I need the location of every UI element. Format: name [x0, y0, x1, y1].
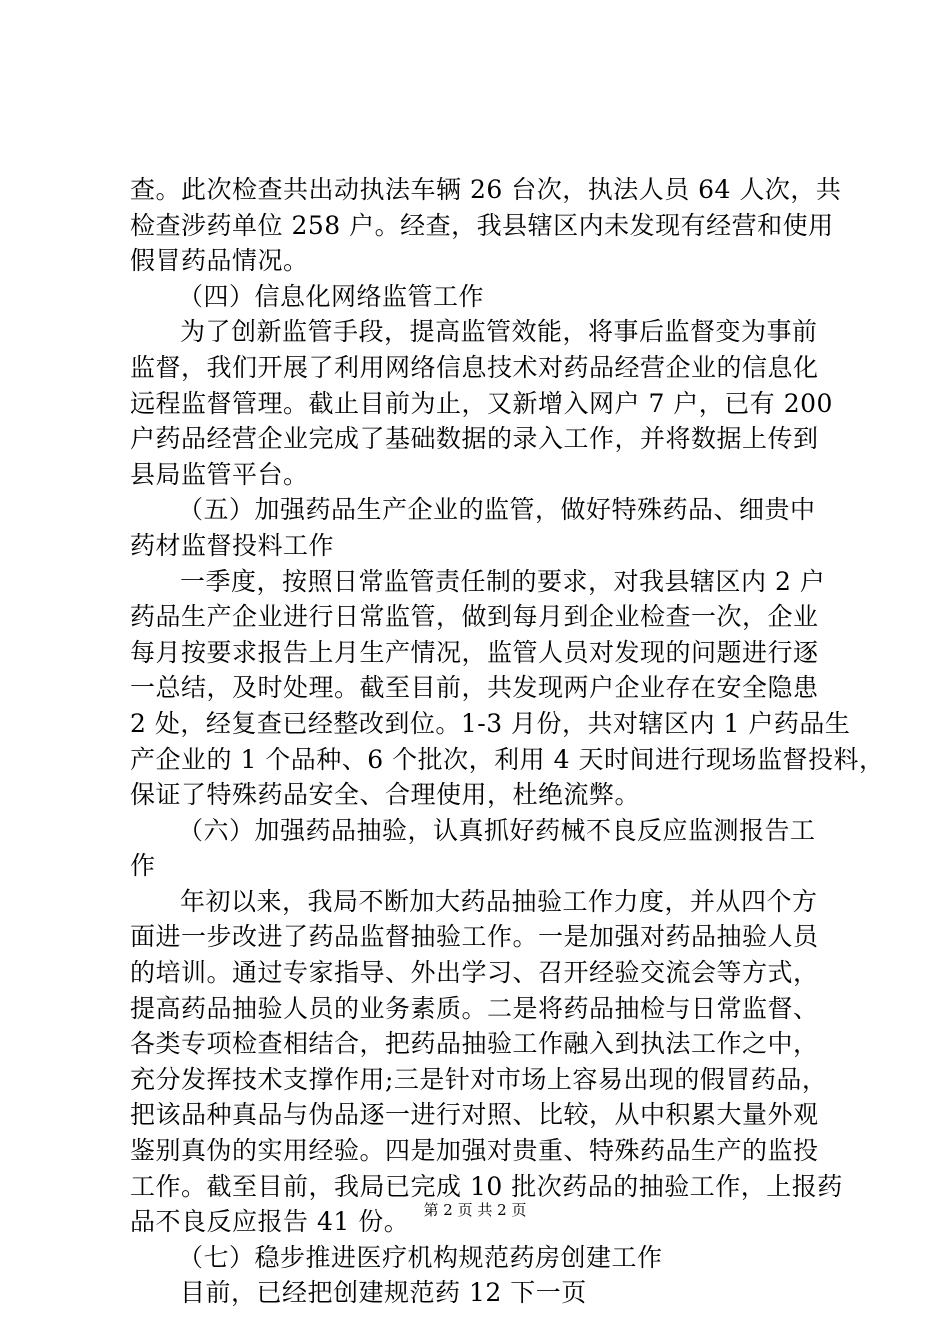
text-line: 监督，我们开展了利用网络信息技术对药品经营企业的信息化 [130, 352, 819, 382]
text-line: 产企业的 1 个品种、6 个批次，利用 4 天时间进行现场监督投料， [130, 744, 885, 774]
text-line: 检查涉药单位 258 户。经查，我县辖区内未发现有经营和使用 [130, 210, 834, 240]
text-line: 各类专项检查相结合，把药品抽验工作融入到执法工作之中， [130, 1029, 819, 1059]
page-number-label: 第 2 页 共 2 页 [423, 1201, 527, 1219]
document-body [130, 172, 885, 1311]
paragraph-first-line: 一季度，按照日常监管责任制的要求，对我县辖区内 2 户 [180, 566, 826, 596]
text-line: 药品生产企业进行日常监管，做到每月到企业检查一次，企业 [130, 602, 819, 632]
text-line: 保证了特殊药品安全、合理使用，杜绝流弊。 [130, 780, 641, 810]
text-line: 假冒药品情况。 [130, 246, 309, 276]
text-line: 面进一步改进了药品监督抽验工作。一是加强对药品抽验人员 [130, 922, 819, 952]
text-line: 户药品经营企业完成了基础数据的录入工作，并将数据上传到 [130, 424, 819, 454]
text-line: 的培训。通过专家指导、外出学习、召开经验交流会等方式， [130, 958, 819, 988]
text-line: 鉴别真伪的实用经验。四是加强对贵重、特殊药品生产的监投 [130, 1136, 819, 1166]
section-heading-4: （四）信息化网络监管工作 [178, 281, 485, 311]
text-line: 品不良反应报告 41 份。 [130, 1207, 410, 1237]
section-heading-6-cont: 作 [130, 851, 156, 881]
text-line: 把该品种真品与伪品逐一进行对照、比较，从中积累大量外观 [130, 1100, 819, 1130]
page-footer [0, 1200, 950, 1220]
text-line: 每月按要求报告上月生产情况，监管人员对发现的问题进行逐 [130, 637, 819, 667]
text-line: 查。此次检查共出动执法车辆 26 台次，执法人员 64 人次，共 [130, 175, 842, 204]
text-line: 提高药品抽验人员的业务素质。二是将药品抽检与日常监督、 [130, 993, 819, 1023]
text-line: 充分发挥技术支撑作用;三是针对市场上容易出现的假冒药品， [130, 1064, 828, 1094]
section-heading-7: （七）稳步推进医疗机构规范药房创建工作 [178, 1242, 663, 1272]
paragraph-first-line: 为了创新监管手段，提高监管效能，将事后监督变为事前 [180, 317, 818, 347]
text-line: 工作。截至目前，我局已完成 10 批次药品的抽验工作，上报药 [130, 1171, 843, 1201]
section-heading-5: （五）加强药品生产企业的监管，做好特殊药品、细贵中 [178, 495, 816, 525]
paragraph-first-line: 年初以来，我局不断加大药品抽验工作力度，并从四个方 [180, 886, 818, 916]
text-line: 2 处，经复查已经整改到位。1-3 月份，共对辖区内 1 户药品生 [130, 708, 851, 738]
section-heading-6: （六）加强药品抽验，认真抓好药械不良反应监测报告工 [178, 815, 816, 845]
text-line: 远程监督管理。截止目前为止，又新增入网户 7 户，已有 200 [130, 388, 833, 418]
paragraph-first-line: 目前，已经把创建规范药 12 下一页 [180, 1278, 587, 1308]
section-heading-5-cont: 药材监督投料工作 [130, 530, 335, 560]
text-line: 一总结，及时处理。截至目前，共发现两户企业存在安全隐患 [130, 673, 819, 703]
text-line: 县局监管平台。 [130, 459, 309, 489]
